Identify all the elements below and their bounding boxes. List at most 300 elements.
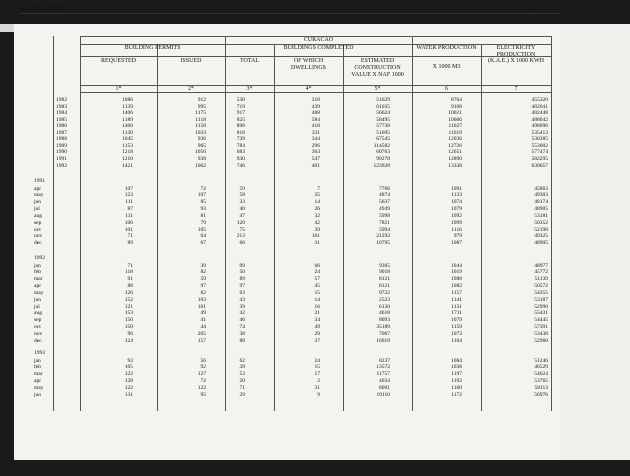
row-label: mar <box>34 276 43 283</box>
row-label: apr <box>34 185 42 192</box>
table-cell: 93 <box>127 357 133 364</box>
table-cell: 1158 <box>195 123 206 130</box>
table-cell: 150 <box>124 324 133 331</box>
table-cell: 71 <box>239 384 245 391</box>
table-cell: 43 <box>239 296 245 303</box>
table-cell: 21292 <box>376 233 390 240</box>
table-cell: 45772 <box>534 269 548 276</box>
table-cell: 126 <box>124 289 133 296</box>
row-label: apr <box>34 378 42 385</box>
table-cell: 13572 <box>376 364 390 371</box>
table-cell: 1079 <box>451 317 462 324</box>
table-cell: 8764 <box>451 97 462 103</box>
table-cell: 121 <box>124 303 133 310</box>
table-cell: 71 <box>127 233 133 240</box>
row-label: jan <box>34 357 41 364</box>
table-cell: 55431 <box>534 310 548 317</box>
table-cell: 37 <box>314 337 320 344</box>
table-cell: 62 <box>239 357 245 364</box>
table-cell: 95 <box>200 391 206 398</box>
table-cell: 93 <box>200 206 206 213</box>
row-label: nov <box>34 233 43 240</box>
table-cell: 995 <box>197 103 206 110</box>
table-cell: 1157 <box>451 289 462 296</box>
table-cell: 1218 <box>122 149 133 156</box>
row-label: aug <box>34 310 42 317</box>
table-cell: 123 <box>124 192 133 199</box>
table-cell: 5637 <box>379 199 390 206</box>
table-cell: 14 <box>314 199 320 206</box>
table-cell: 39 <box>239 303 245 310</box>
table-cell: 42 <box>239 310 245 317</box>
table-cell: 35189 <box>376 324 390 331</box>
table-cell: 10606 <box>448 116 462 123</box>
table-cell: 64 <box>200 233 206 240</box>
row-label: 1987 <box>56 129 67 136</box>
table-cell: 9305 <box>379 262 390 269</box>
table-cell: 31 <box>314 240 320 247</box>
table-cell: 4874 <box>379 192 390 199</box>
table-cell: 107 <box>124 185 133 192</box>
year-heading: 1993 <box>34 350 45 356</box>
row-label: 1986 <box>56 123 67 130</box>
table-cell: 29 <box>239 391 245 398</box>
table-cell: 930 <box>236 155 245 162</box>
table-cell: 58 <box>239 192 245 199</box>
table-cell: 96 <box>127 331 133 337</box>
table-cell: 99 <box>239 262 245 269</box>
table-cell: 1116 <box>451 226 462 233</box>
table-cell: 1172 <box>451 391 462 398</box>
table-cell: 1133 <box>451 192 462 199</box>
table-cell: 51139 <box>534 276 548 283</box>
table-cell: 128 <box>124 378 133 385</box>
table-cell: 1130 <box>122 129 133 136</box>
table-cell: 118 <box>124 269 133 276</box>
table-cell: 1091 <box>451 185 462 192</box>
table-cell: 8237 <box>379 357 390 364</box>
table-cell: 45 <box>314 283 320 290</box>
table-cell: 45863 <box>534 185 548 192</box>
table-cell: 152 <box>124 296 133 303</box>
table-cell: 1421 <box>122 162 133 169</box>
table-cell: 630657 <box>531 162 548 169</box>
table-cell: 35 <box>314 192 320 199</box>
table-cell: 157 <box>197 337 206 344</box>
table-cell: 11757 <box>376 371 390 378</box>
table-cell: 41 <box>200 317 206 324</box>
table-cell: 97 <box>239 283 245 290</box>
year-heading: 1991 <box>34 178 45 184</box>
column-header-water-unit: X 1000 M3 <box>432 64 461 70</box>
table-cell: 938 <box>197 155 206 162</box>
table-cell: 296 <box>311 142 320 149</box>
table-cell: 15 <box>314 289 320 296</box>
table-cell: 92 <box>200 364 206 371</box>
row-label: dec <box>34 337 42 344</box>
table-cell: 24 <box>314 269 320 276</box>
table-cell: 7766 <box>379 185 390 192</box>
table-cell: 48905 <box>534 240 548 247</box>
column-number: 1* <box>115 86 122 92</box>
page-corner-fold <box>0 24 14 32</box>
table-cell: 530 <box>236 97 245 103</box>
row-label: sep <box>34 317 42 324</box>
table-cell: 11619 <box>448 129 462 136</box>
table-cell: 739 <box>236 136 245 143</box>
table-cell: 122 <box>124 384 133 391</box>
table-cell: 7067 <box>379 331 390 337</box>
table-cell: 50352 <box>534 219 548 226</box>
table-cell: 54445 <box>534 317 548 324</box>
row-label: apr <box>34 283 42 290</box>
table-cell: 49303 <box>534 192 548 199</box>
row-label: may <box>34 192 44 199</box>
table-cell: 42 <box>314 219 320 226</box>
table-cell: 11027 <box>448 123 462 130</box>
table-cell: 5998 <box>379 212 390 219</box>
table-cell: 56624 <box>376 110 390 117</box>
table-cell: 1073 <box>451 331 462 337</box>
header-rule <box>20 13 560 14</box>
table-cell: 66 <box>314 262 320 269</box>
table-cell: 50572 <box>534 283 548 290</box>
table-cell: 53765 <box>534 378 548 385</box>
table-cell: 88 <box>127 283 133 290</box>
table-border-left <box>53 36 54 411</box>
table-cell: 547 <box>311 155 320 162</box>
table-cell: 56976 <box>534 391 548 398</box>
table-cell: 75 <box>239 226 245 233</box>
row-label: sep <box>34 219 42 226</box>
table-cell: 15 <box>314 364 320 371</box>
table-cell: 161 <box>311 233 320 240</box>
table-cell: 97 <box>200 283 206 290</box>
table-cell: 124 <box>124 337 133 344</box>
table-cell: 46 <box>239 317 245 324</box>
table-cell: 16 <box>314 303 320 310</box>
column-header-electricity-unit: (K.A.E.) X 1000 KWH <box>488 58 544 64</box>
column-header-requested: REQUESTED <box>101 58 136 64</box>
row-label: oct <box>34 324 41 331</box>
row-label: 1990 <box>56 149 67 156</box>
table-cell: 67545 <box>376 136 390 143</box>
table-cell: 122 <box>124 371 133 378</box>
table-cell: 54624 <box>534 371 548 378</box>
table-cell: 1139 <box>122 103 133 110</box>
table-cell: 1711 <box>451 310 462 317</box>
column-header-of-which-dwellings: OF WHICH DWELLINGS <box>291 58 326 71</box>
table-cell: 123928 <box>373 162 390 169</box>
table-cell: 48905 <box>534 206 548 213</box>
table-cell: 88 <box>239 337 245 344</box>
table-cell: 24 <box>314 357 320 364</box>
table-cell: 1189 <box>122 116 133 123</box>
table-cell: 87 <box>127 206 133 213</box>
table-cell: 49 <box>200 310 206 317</box>
table-cell: 66 <box>239 240 245 247</box>
table-cell: 91 <box>127 276 133 283</box>
row-label: mar <box>34 371 43 378</box>
table-cell: 719 <box>236 103 245 110</box>
table-cell: 7821 <box>379 219 390 226</box>
row-label: jun <box>34 296 42 303</box>
table-cell: 825 <box>236 116 245 123</box>
group-header-water-production: WATER PRODUCTION <box>416 45 477 51</box>
row-label: 1991 <box>56 155 67 162</box>
table-cell: 1033 <box>195 129 206 136</box>
table-cell: 74 <box>239 324 245 331</box>
table-cell: 1197 <box>451 371 462 378</box>
table-cell: 32 <box>314 212 320 219</box>
table-cell: 898 <box>236 123 245 130</box>
table-cell: 47 <box>239 212 245 219</box>
table-cell: 1056 <box>195 149 206 156</box>
row-label: feb <box>34 269 42 276</box>
table-cell: 57 <box>314 276 320 283</box>
table-cell: 13338 <box>448 162 462 169</box>
table-cell: 488042 <box>531 116 548 123</box>
table-cell: 205 <box>197 331 206 337</box>
row-label: jun <box>34 391 42 398</box>
table-cell: 150 <box>124 317 133 324</box>
table-cell: 57391 <box>534 324 548 331</box>
row-label: 1988 <box>56 136 67 143</box>
table-cell: 488 <box>311 110 320 117</box>
table-cell: 917 <box>236 110 245 117</box>
table-cell: 85 <box>200 199 206 206</box>
row-label: aug <box>34 212 42 219</box>
section-title: K. INDUSTRY <box>20 5 66 13</box>
table-cell: 6130 <box>379 303 390 310</box>
column-header-estimated-construction-value: ESTIMATED CONSTRUCTION VALUE X NAF 1000 <box>351 58 404 78</box>
row-label: jul <box>34 206 40 213</box>
table-cell: 131 <box>124 391 133 398</box>
row-label: oct <box>34 226 41 233</box>
table-cell: 50 <box>239 269 245 276</box>
table-cell: 120 <box>236 219 245 226</box>
table-cell: 19110 <box>376 391 390 398</box>
table-cell: 1141 <box>451 296 462 303</box>
row-label: may <box>34 289 44 296</box>
table-cell: 53438 <box>534 331 548 337</box>
table-cell: 105 <box>197 226 206 233</box>
table-cell: 105 <box>124 364 133 371</box>
table-cell: 12651 <box>448 149 462 156</box>
table-cell: 59 <box>239 185 245 192</box>
table-cell: 498696 <box>531 123 548 130</box>
table-cell: 401 <box>311 162 320 169</box>
table-cell: 103 <box>197 296 206 303</box>
table-cell: 4618 <box>379 310 390 317</box>
table-cell: 1159 <box>451 324 462 331</box>
table-cell: 331 <box>311 129 320 136</box>
table-cell: 14 <box>314 296 320 303</box>
table-cell: 12726 <box>448 142 462 149</box>
column-header-total: TOTAL <box>239 58 260 64</box>
table-cell: 107 <box>197 192 206 199</box>
table-cell: 2 <box>317 378 320 385</box>
table-cell: 746 <box>236 162 245 169</box>
table-cell: 89 <box>239 276 245 283</box>
table-cell: 79 <box>200 219 206 226</box>
table-cell: 1086 <box>122 97 133 103</box>
row-label: 1983 <box>56 103 67 110</box>
table-cell: 60763 <box>376 149 390 156</box>
table-cell: 101 <box>124 226 133 233</box>
table-cell: 114582 <box>373 142 390 149</box>
column-divider <box>343 44 344 411</box>
table-cell: 9018 <box>379 269 390 276</box>
table-cell: 1175 <box>195 110 206 117</box>
table-cell: 1210 <box>122 155 133 162</box>
table-cell: 71 <box>127 262 133 269</box>
row-label: jan <box>34 262 41 269</box>
column-divider <box>274 44 275 411</box>
table-cell: 20 <box>239 378 245 385</box>
table-cell: 2523 <box>379 296 390 303</box>
table-cell: 34 <box>314 317 320 324</box>
column-number: 5* <box>374 86 381 92</box>
table-cell: 153 <box>124 310 133 317</box>
table-cell: 1038 <box>451 364 462 371</box>
table-cell: 51629 <box>376 97 390 103</box>
table-cell: 39 <box>200 262 206 269</box>
table-cell: 5994 <box>379 226 390 233</box>
table-cell: 56 <box>200 357 206 364</box>
column-number: 6 <box>445 86 448 92</box>
table-cell: 26 <box>314 206 320 213</box>
table-cell: 54355 <box>534 289 548 296</box>
table-cell: 89 <box>127 240 133 247</box>
table-cell: 1400 <box>122 123 133 130</box>
table-cell: 1079 <box>451 206 462 213</box>
table-cell: 9722 <box>379 289 390 296</box>
table-cell: 51246 <box>534 357 548 364</box>
table-cell: 31 <box>314 384 320 391</box>
table-cell: 683 <box>236 149 245 156</box>
table-cell: 1044 <box>451 262 462 269</box>
table-cell: 106 <box>124 219 133 226</box>
table-cell: 1160 <box>451 384 462 391</box>
table-cell: 101 <box>197 303 206 310</box>
row-label: jun <box>34 199 42 206</box>
table-cell: 8121 <box>379 283 390 290</box>
table-cell: 53181 <box>534 212 548 219</box>
table-cell: 1074 <box>451 199 462 206</box>
table-cell: 39 <box>314 226 320 233</box>
row-label: 1989 <box>56 142 67 149</box>
table-cell: 29 <box>314 331 320 337</box>
table-cell: 1118 <box>195 116 206 123</box>
table-cell: 48174 <box>534 199 548 206</box>
column-number: 4* <box>305 86 312 92</box>
table-cell: 49325 <box>534 233 548 240</box>
table-cell: 1087 <box>451 240 462 247</box>
table-cell: 936 <box>197 136 206 143</box>
row-label: 1984 <box>56 110 67 117</box>
table-cell: 49 <box>314 324 320 331</box>
group-header-buildings-completed: BUILDINGS COMPLETED <box>283 45 354 51</box>
table-cell: 584 <box>311 116 320 123</box>
table-cell: 16019 <box>376 337 390 344</box>
row-label: may <box>34 384 44 391</box>
group-header-electricity-production: ELECTRICITY PRODUCTION <box>496 45 536 58</box>
row-label: nov <box>34 331 43 337</box>
table-cell: 455320 <box>531 97 548 103</box>
table-cell: 111 <box>125 212 133 219</box>
table-cell: 52960 <box>534 337 548 344</box>
table-cell: 1104 <box>451 337 462 344</box>
table-cell: 1099 <box>451 219 462 226</box>
page-right-margin <box>560 24 630 460</box>
table-cell: 46529 <box>534 364 548 371</box>
column-divider <box>481 44 482 411</box>
column-number: 7 <box>514 86 518 92</box>
table-cell: 418 <box>311 123 320 130</box>
row-label: 1982 <box>56 97 67 103</box>
table-cell: 4034 <box>379 378 390 385</box>
table-cell: 127 <box>197 371 206 378</box>
table-cell: 784 <box>236 142 245 149</box>
table-cell: 1062 <box>195 162 206 169</box>
table-cell: 1082 <box>451 283 462 290</box>
group-header-building-permits: BUILDING PERMITS <box>124 45 181 51</box>
table-cell: 40 <box>239 206 245 213</box>
table-border-right <box>551 36 552 411</box>
table-cell: 363 <box>311 149 320 156</box>
table-cell: 1045 <box>122 136 133 143</box>
table-cell: 1406 <box>122 110 133 117</box>
column-number: 3* <box>246 86 253 92</box>
table-cell: 72 <box>200 185 206 192</box>
page-number: 7 <box>532 5 536 13</box>
table-cell: 53187 <box>534 296 548 303</box>
table-cell: 17 <box>314 371 320 378</box>
table-cell: 553002 <box>531 142 548 149</box>
table-cell: 10795 <box>376 240 390 247</box>
table-cell: 58495 <box>376 116 390 123</box>
table-cell: 67 <box>200 240 206 247</box>
row-label: dec <box>34 240 42 247</box>
table-cell: 4949 <box>379 206 390 213</box>
table-cell: 122 <box>197 384 206 391</box>
table-cell: 12890 <box>448 155 462 162</box>
table-cell: 1019 <box>451 269 462 276</box>
column-number: 2* <box>188 86 194 92</box>
table-cell: 439 <box>311 103 320 110</box>
table-cell: 1192 <box>451 378 462 385</box>
table-cell: 48977 <box>534 262 548 269</box>
table-cell: 33 <box>239 199 245 206</box>
table-cell: 51695 <box>376 129 390 136</box>
table-cell: 52990 <box>534 303 548 310</box>
table-cell: 21 <box>314 310 320 317</box>
table-cell: 1131 <box>451 303 462 310</box>
table-cell: 582295 <box>531 155 548 162</box>
table-cell: 57738 <box>376 123 390 130</box>
table-cell: 39 <box>239 364 245 371</box>
table-cell: 965 <box>197 142 206 149</box>
table-cell: 59 <box>200 276 206 283</box>
table-cell: 111 <box>125 199 133 206</box>
table-cell: 12036 <box>448 136 462 143</box>
table-cell: 482448 <box>531 110 548 117</box>
table-cell: 1153 <box>122 142 133 149</box>
table-cell: 63 <box>239 289 245 296</box>
table-cell: 1084 <box>451 357 462 364</box>
region-header: CURACAO <box>303 37 334 43</box>
